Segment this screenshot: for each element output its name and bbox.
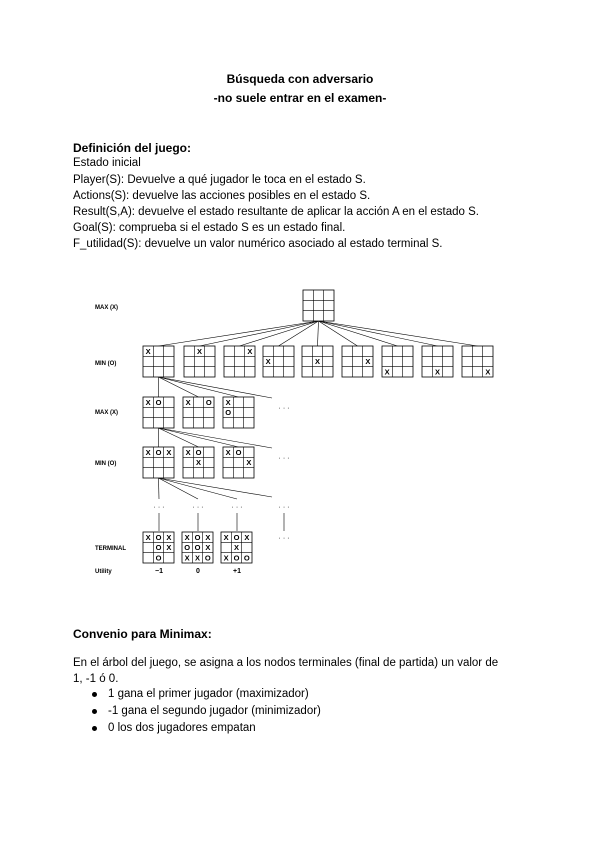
tic-tac-toe-board: [182, 532, 213, 563]
svg-text:X: X: [434, 367, 441, 377]
tic-tac-toe-board: [263, 346, 294, 377]
svg-text:X: X: [166, 543, 172, 553]
minimax-paragraph: 1, -1 ó 0.: [73, 673, 119, 685]
tic-tac-toe-board: [462, 346, 493, 377]
svg-text:X: X: [185, 397, 191, 407]
tic-tac-toe-board: [303, 290, 334, 321]
ellipsis: · · ·: [192, 504, 204, 511]
utility-value: −1: [155, 568, 163, 575]
svg-text:O: O: [243, 553, 250, 563]
svg-text:X: X: [314, 357, 321, 367]
svg-text:X: X: [205, 543, 211, 553]
svg-text:X: X: [166, 532, 172, 542]
svg-text:X: X: [196, 346, 203, 356]
tic-tac-toe-board: [342, 346, 373, 377]
svg-text:O: O: [155, 397, 162, 407]
level-label-min: MIN (O): [95, 361, 117, 367]
definition-line: Player(S): Devuelve a qué jugador le toca en el estado S.: [73, 174, 366, 186]
tic-tac-toe-board: [143, 447, 174, 478]
svg-text:O: O: [194, 532, 201, 542]
svg-text:X: X: [184, 532, 190, 542]
bullet-icon: [92, 709, 97, 714]
ellipsis: · · ·: [278, 405, 290, 412]
ellipsis: · · ·: [278, 535, 290, 542]
list-item: 1 gana el primer jugador (maximizador): [90, 686, 321, 703]
svg-text:X: X: [233, 543, 240, 553]
minimax-paragraph: En el árbol del juego, se asigna a los nodos terminales (final de partida) un valor de: [73, 657, 499, 669]
svg-text:X: X: [247, 346, 253, 356]
svg-text:X: X: [384, 367, 390, 377]
svg-text:O: O: [155, 532, 162, 542]
tic-tac-toe-board: [143, 397, 174, 428]
svg-text:X: X: [365, 357, 371, 367]
svg-text:O: O: [184, 543, 191, 553]
svg-text:X: X: [185, 447, 191, 457]
level-label-max: MAX (X): [95, 305, 118, 311]
svg-text:X: X: [184, 553, 190, 563]
page-subtitle: -no suele entrar en el examen-: [213, 91, 387, 105]
svg-text:O: O: [233, 532, 240, 542]
tic-tac-toe-board: [221, 532, 252, 563]
svg-text:X: X: [194, 553, 201, 563]
svg-text:X: X: [244, 532, 250, 542]
ellipsis: · · ·: [278, 455, 290, 462]
svg-text:X: X: [223, 532, 229, 542]
svg-text:O: O: [235, 447, 242, 457]
list-item: -1 gana el segundo jugador (minimizador): [90, 703, 321, 720]
svg-text:X: X: [166, 447, 172, 457]
tic-tac-toe-board: [184, 346, 215, 377]
definition-line: Result(S,A): devuelve el estado resultante de aplicar la acción A en el estado S.: [73, 206, 479, 218]
level-label-min: MIN (O): [95, 461, 117, 467]
svg-text:O: O: [195, 447, 202, 457]
ellipsis: · · ·: [231, 504, 243, 511]
level-label-max: MAX (X): [95, 410, 118, 416]
svg-text:X: X: [195, 458, 202, 468]
ellipsis: · · ·: [278, 504, 290, 511]
tic-tac-toe-board: [143, 346, 174, 377]
svg-text:O: O: [155, 553, 162, 563]
svg-text:X: X: [225, 447, 231, 457]
ellipsis: · · ·: [153, 504, 165, 511]
svg-text:O: O: [155, 543, 162, 553]
definition-heading: Definición del juego:: [73, 141, 192, 155]
tic-tac-toe-board: [382, 346, 413, 377]
level-label-utility: Utility: [95, 569, 112, 575]
level-label-terminal: TERMINAL: [95, 546, 126, 552]
tic-tac-toe-board: [224, 346, 255, 377]
svg-text:X: X: [246, 458, 252, 468]
svg-text:X: X: [145, 397, 151, 407]
svg-text:X: X: [265, 357, 271, 367]
svg-text:O: O: [205, 397, 212, 407]
svg-text:X: X: [145, 532, 151, 542]
svg-text:X: X: [485, 367, 491, 377]
bullet-icon: [92, 692, 97, 697]
definition-line: F_utilidad(S): devuelve un valor numérico asociado al estado terminal S.: [73, 238, 443, 250]
svg-text:O: O: [155, 447, 162, 457]
svg-text:O: O: [204, 553, 211, 563]
tic-tac-toe-board: [223, 397, 254, 428]
svg-text:X: X: [223, 553, 229, 563]
utility-value: 0: [196, 568, 200, 575]
svg-text:O: O: [233, 553, 240, 563]
minimax-heading: Convenio para Minimax:: [73, 627, 212, 641]
tic-tac-toe-board: [223, 447, 254, 478]
tic-tac-toe-board: [183, 397, 214, 428]
svg-text:O: O: [194, 543, 201, 553]
utility-value: +1: [233, 568, 241, 575]
svg-text:X: X: [145, 346, 151, 356]
tic-tac-toe-board: [143, 532, 174, 563]
definition-line: Goal(S): comprueba si el estado S es un estado final.: [73, 222, 346, 234]
svg-text:X: X: [205, 532, 211, 542]
definition-line: Actions(S): devuelve las acciones posibles en el estado S.: [73, 190, 371, 202]
definition-line: Estado inicial: [73, 157, 141, 169]
list-item: 0 los dos jugadores empatan: [90, 720, 321, 737]
svg-text:X: X: [225, 397, 231, 407]
tic-tac-toe-board: [302, 346, 333, 377]
svg-text:O: O: [225, 408, 232, 418]
tic-tac-toe-board: [422, 346, 453, 377]
bullet-icon: [92, 726, 97, 731]
page-title: Búsqueda con adversario: [226, 72, 374, 86]
svg-text:X: X: [145, 447, 151, 457]
tic-tac-toe-board: [183, 447, 214, 478]
minimax-bullet-list: [90, 686, 321, 737]
